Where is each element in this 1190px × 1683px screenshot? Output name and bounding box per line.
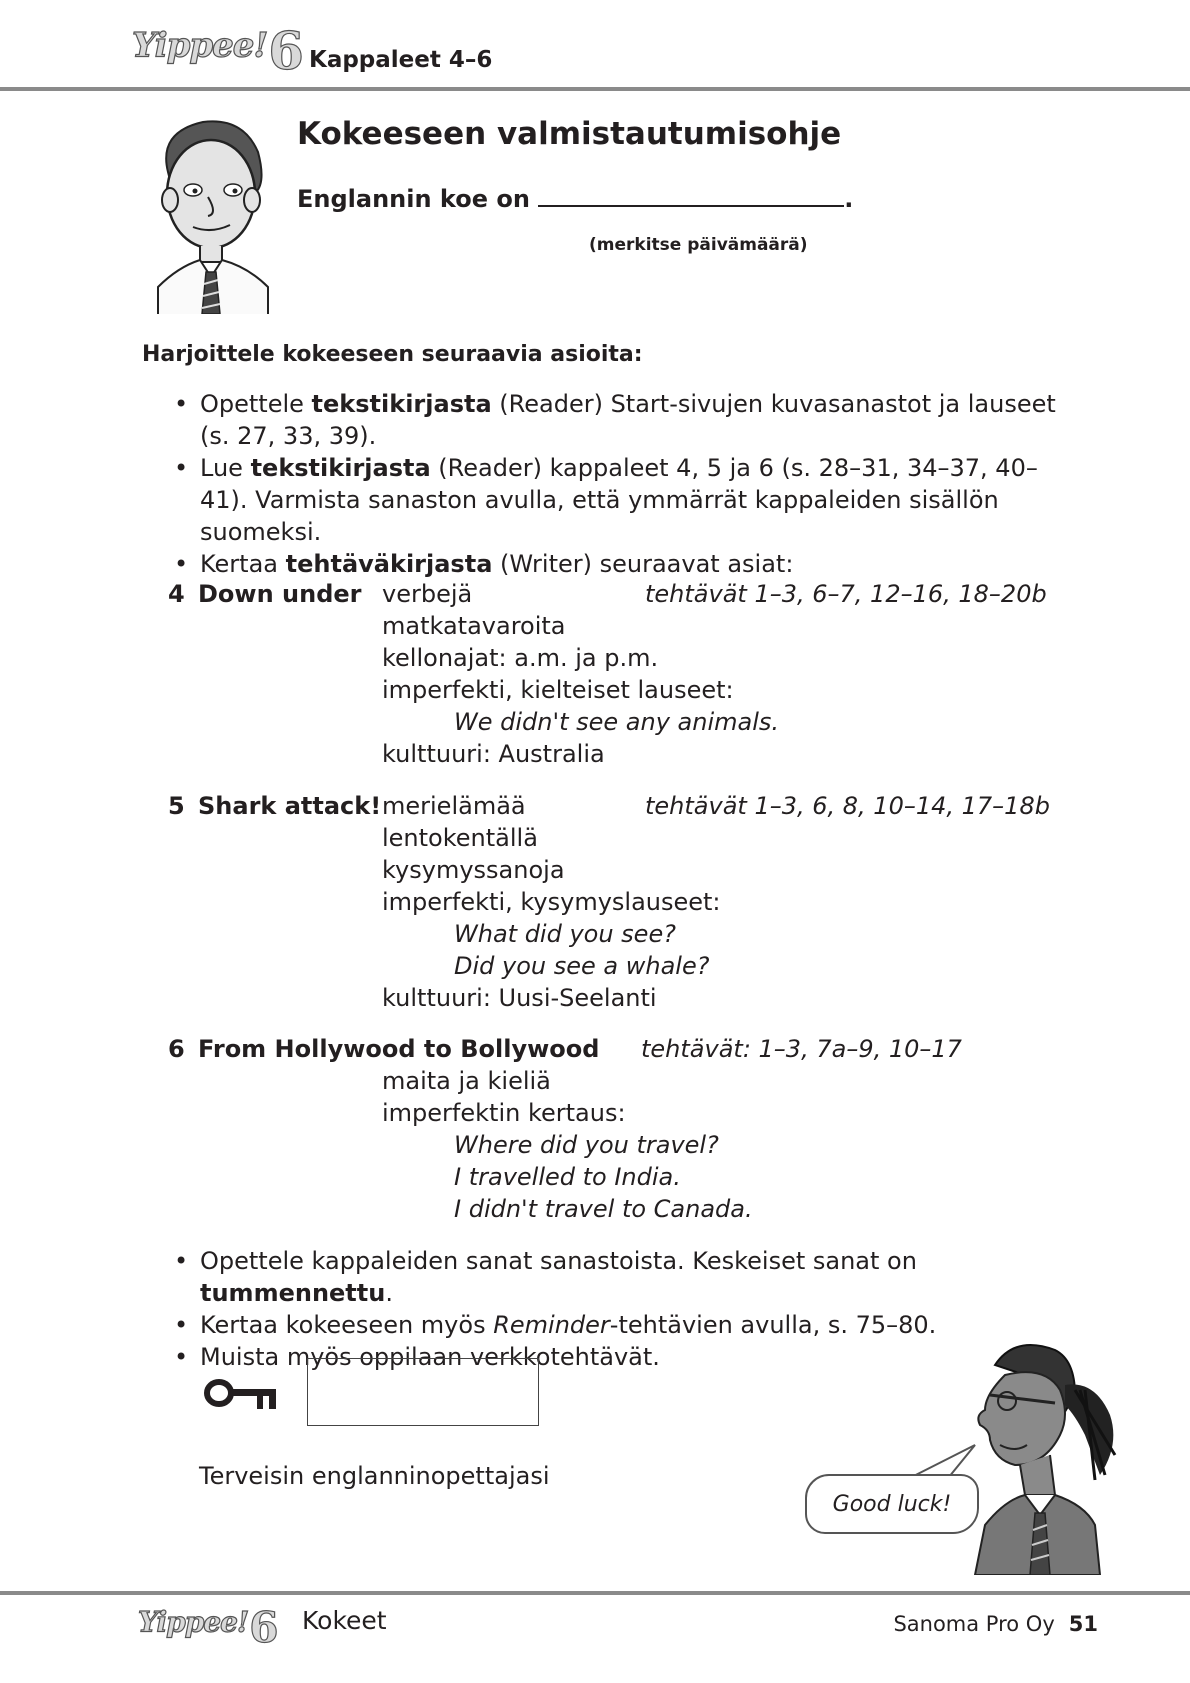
header-rule <box>0 87 1190 91</box>
date-hint: (merkitse päivämäärä) <box>589 235 808 255</box>
footer-logo <box>138 1603 277 1652</box>
header-logo-text: Yippee! <box>132 25 268 66</box>
footer-logo-number: 6 <box>249 1603 278 1652</box>
list-item <box>170 548 1070 580</box>
exam-label: Englannin koe on <box>297 185 530 213</box>
bullet-bold: tehtäväkirjasta <box>285 550 493 578</box>
footer-logo-text: Yippee! <box>138 1605 249 1639</box>
key-icon <box>203 1377 278 1409</box>
topic: kysymyssanoja <box>382 856 565 884</box>
topic-example: Where did you travel? <box>454 1131 719 1159</box>
unit-number: 4 <box>168 580 185 608</box>
page-title: Kokeeseen valmistautumisohje <box>297 116 842 152</box>
practice-heading: Harjoittele kokeeseen seuraavia asioita: <box>142 342 643 367</box>
bullet-bold: tummennettu <box>200 1279 386 1307</box>
topic: kulttuuri: Uusi-Seelanti <box>382 984 657 1012</box>
topic-example: We didn't see any animals. <box>454 708 779 736</box>
topic-example: What did you see? <box>454 920 676 948</box>
answer-box[interactable] <box>307 1358 539 1426</box>
topic: verbejä <box>382 580 473 608</box>
bullet-text: Lue <box>200 454 251 482</box>
unit-name: Shark attack! <box>198 792 382 820</box>
bullet-text: . <box>385 1279 393 1307</box>
topic: merielämää <box>382 792 526 820</box>
topic: maita ja kieliä <box>382 1067 551 1095</box>
speech-bubble: Good luck! <box>805 1474 979 1534</box>
bullet-text: Kertaa <box>200 550 286 578</box>
bullet-italic: Reminder <box>493 1311 610 1339</box>
topic: imperfektin kertaus: <box>382 1099 626 1127</box>
exam-date-line <box>297 185 853 213</box>
topic-example: I didn't travel to Canada. <box>454 1195 753 1223</box>
unit-tasks: tehtävät: 1–3, 7a–9, 10–17 <box>641 1035 962 1063</box>
header-title: Kappaleet 4–6 <box>309 47 493 73</box>
unit-number: 6 <box>168 1035 185 1063</box>
unit-tasks: tehtävät 1–3, 6, 8, 10–14, 17–18b <box>645 792 1050 820</box>
topic: imperfekti, kielteiset lauseet: <box>382 676 734 704</box>
bullet-text: Opettele <box>200 390 312 418</box>
signature: Terveisin englanninopettajasi <box>199 1462 550 1490</box>
topic: matkatavaroita <box>382 612 566 640</box>
exam-suffix: . <box>844 185 854 213</box>
unit-topics <box>382 1065 753 1225</box>
topic-example: I travelled to India. <box>454 1163 681 1191</box>
exam-date-field[interactable] <box>538 185 844 207</box>
page-number: 51 <box>1068 1612 1098 1636</box>
unit-name: Down under <box>198 580 362 608</box>
header-logo <box>132 22 303 82</box>
topic: kellonajat: a.m. ja p.m. <box>382 644 659 672</box>
bullet-text: Kertaa kokeeseen myös <box>200 1311 494 1339</box>
list-item <box>170 388 1070 452</box>
footer-publisher: Sanoma Pro Oy <box>893 1612 1055 1636</box>
bullet-bold: tekstikirjasta <box>250 454 431 482</box>
bullet-text: Opettele kappaleiden sanat sanastoista. Keskeiset sanat on <box>200 1247 917 1275</box>
footer-section: Kokeet <box>302 1606 387 1635</box>
bullet-text: Muista myös oppilaan verkkotehtävät. <box>200 1343 660 1371</box>
topic: lentokentällä <box>382 824 538 852</box>
unit-name: From Hollywood to Bollywood <box>198 1035 600 1063</box>
unit-topics <box>382 790 721 1014</box>
topic: imperfekti, kysymyslauseet: <box>382 888 721 916</box>
footer-publisher-line <box>893 1612 1098 1636</box>
bullet-text: -tehtävien avulla, s. 75–80. <box>609 1311 937 1339</box>
practice-list <box>170 388 1070 580</box>
header-logo-number: 6 <box>268 22 303 82</box>
bullet-bold: tekstikirjasta <box>311 390 492 418</box>
topic-example: Did you see a whale? <box>454 952 710 980</box>
boy-illustration <box>148 112 278 314</box>
bullet-text: (Reader) Start-sivujen kuvasanastot ja lauseet (s. 27, 33, 39). <box>200 390 1056 450</box>
bullet-text: (Writer) seuraavat asiat: <box>492 550 794 578</box>
topic: kulttuuri: Australia <box>382 740 605 768</box>
footer-rule <box>0 1591 1190 1595</box>
unit-number: 5 <box>168 792 185 820</box>
unit-topics <box>382 578 779 770</box>
unit-tasks: tehtävät 1–3, 6–7, 12–16, 18–20b <box>645 580 1047 608</box>
bullet-text: (Reader) kappaleet 4, 5 ja 6 (s. 28–31, 34–37, 40–41). Varmista sanaston avulla, että ymmärrät kappaleiden sisällön suomeksi. <box>200 454 1038 546</box>
list-item <box>170 452 1070 548</box>
list-item <box>170 1245 1110 1309</box>
